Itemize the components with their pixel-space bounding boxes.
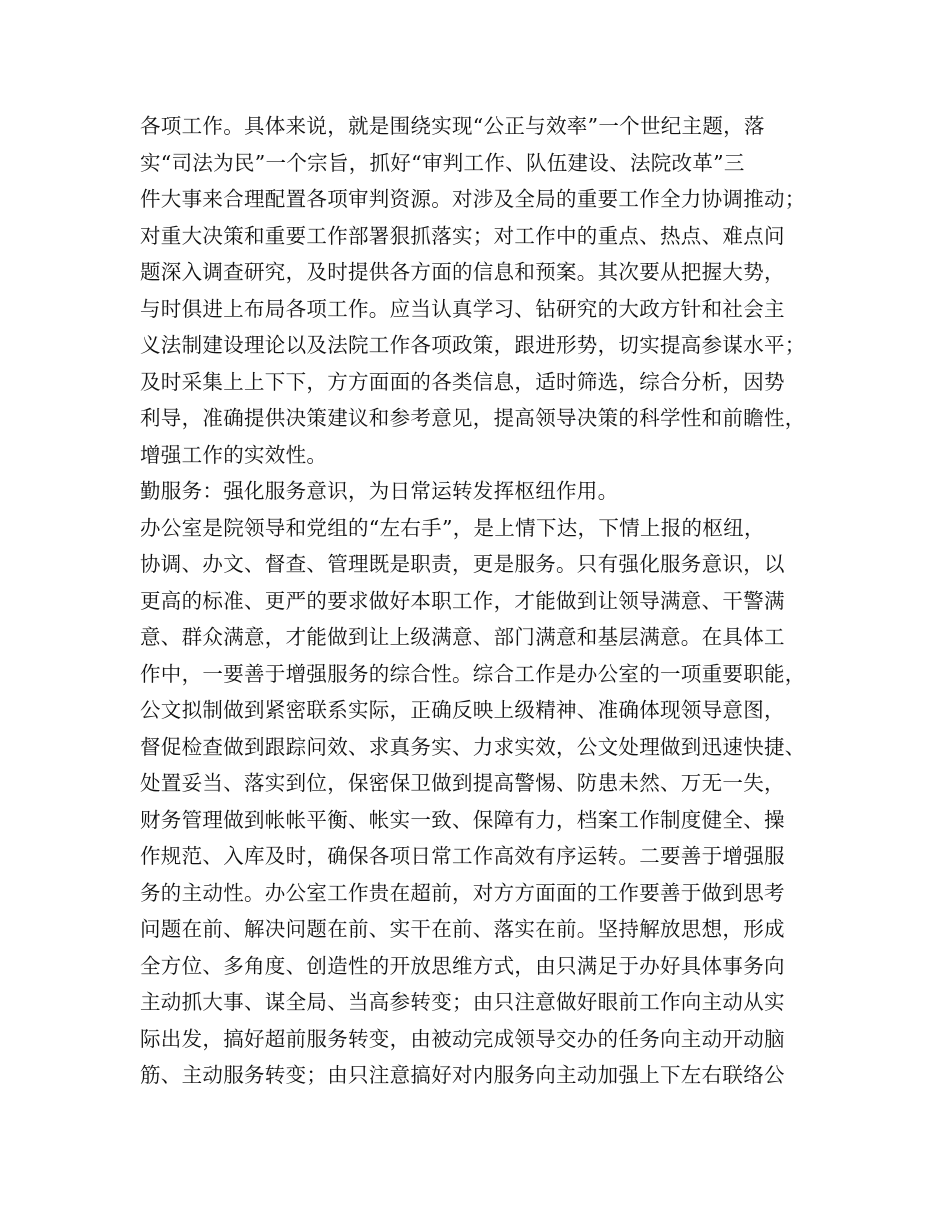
text-line: 意、群众满意，才能做到让上级满意、部门满意和基层满意。在具体工 [140,625,785,649]
text-line: 全方位、多角度、创造性的开放思维方式，由只满足于办好具体事务向 [140,953,785,978]
text-line: 际出发，搞好超前服务转变，由被动完成领导交办的任务向主动开动脑 [140,1026,785,1051]
text-line: 处置妥当、落实到位，保密保卫做到提高警惕、防患未然、万无一失， [140,771,785,795]
text-line: 财务管理做到帐帐平衡、帐实一致、保障有力，档案工作制度健全、操 [140,807,785,832]
text-line: 主动抓大事、谋全局、当高参转变；由只注意做好眼前工作向主动从实 [140,990,785,1014]
document-body [140,108,830,1094]
text-line: 筋、主动服务转变；由只注意搞好对内服务向主动加强上下左右联络公 [140,1063,785,1087]
text-line: 题深入调查研究，及时提供各方面的信息和预案。其次要从把握大势， [140,260,785,284]
text-line: 件大事来合理配置各项审判资源。对涉及全局的重要工作全力协调推动； [140,187,806,211]
text-line: 及时采集上上下下，方方面面的各类信息，适时筛选，综合分析，因势 [140,369,785,394]
text-line: 办公室是院领导和党组的“左右手”，是上情下达，下情上报的枢纽， [140,515,765,540]
text-line: 督促检查做到跟踪问效、求真务实、力求实效，公文处理做到迅速快捷、 [140,734,806,759]
text-line: 各项工作。具体来说，就是围绕实现“公正与效率”一个世纪主题，落 [140,114,765,138]
text-line: 作中，一要善于增强服务的综合性。综合工作是办公室的一项重要职能， [140,661,806,686]
text-line: 对重大决策和重要工作部署狠抓落实；对工作中的重点、热点、难点问 [140,223,785,248]
text-line: 协调、办文、督查、管理既是职责，更是服务。只有强化服务意识，以 [140,552,785,576]
text-line: 实“司法为民”一个宗旨，抓好“审判工作、队伍建设、法院改革”三 [140,150,745,175]
text-line: 与时俱进上布局各项工作。应当认真学习、钻研究的大政方针和社会主 [140,296,785,321]
text-line: 更高的标准、更严的要求做好本职工作，才能做到让领导满意、干警满 [140,588,785,613]
text-line: 利导，准确提供决策建议和参考意见，提高领导决策的科学性和前瞻性， [140,406,806,430]
section-heading: 勤服务：强化服务意识，为日常运转发挥枢纽作用。 [140,479,619,503]
text-line: 务的主动性。办公室工作贵在超前，对方方面面的工作要善于做到思考 [140,880,785,905]
text-line: 公文拟制做到紧密联系实际，正确反映上级精神、准确体现领导意图， [140,698,785,722]
text-line: 增强工作的实效性。 [140,442,328,467]
text-line: 问题在前、解决问题在前、实干在前、落实在前。坚持解放思想，形成 [140,917,785,941]
text-line: 作规范、入库及时，确保各项日常工作高效有序运转。二要善于增强服 [140,844,785,868]
text-line: 义法制建设理论以及法院工作各项政策，跟进形势，切实提高参谋水平； [140,333,806,357]
